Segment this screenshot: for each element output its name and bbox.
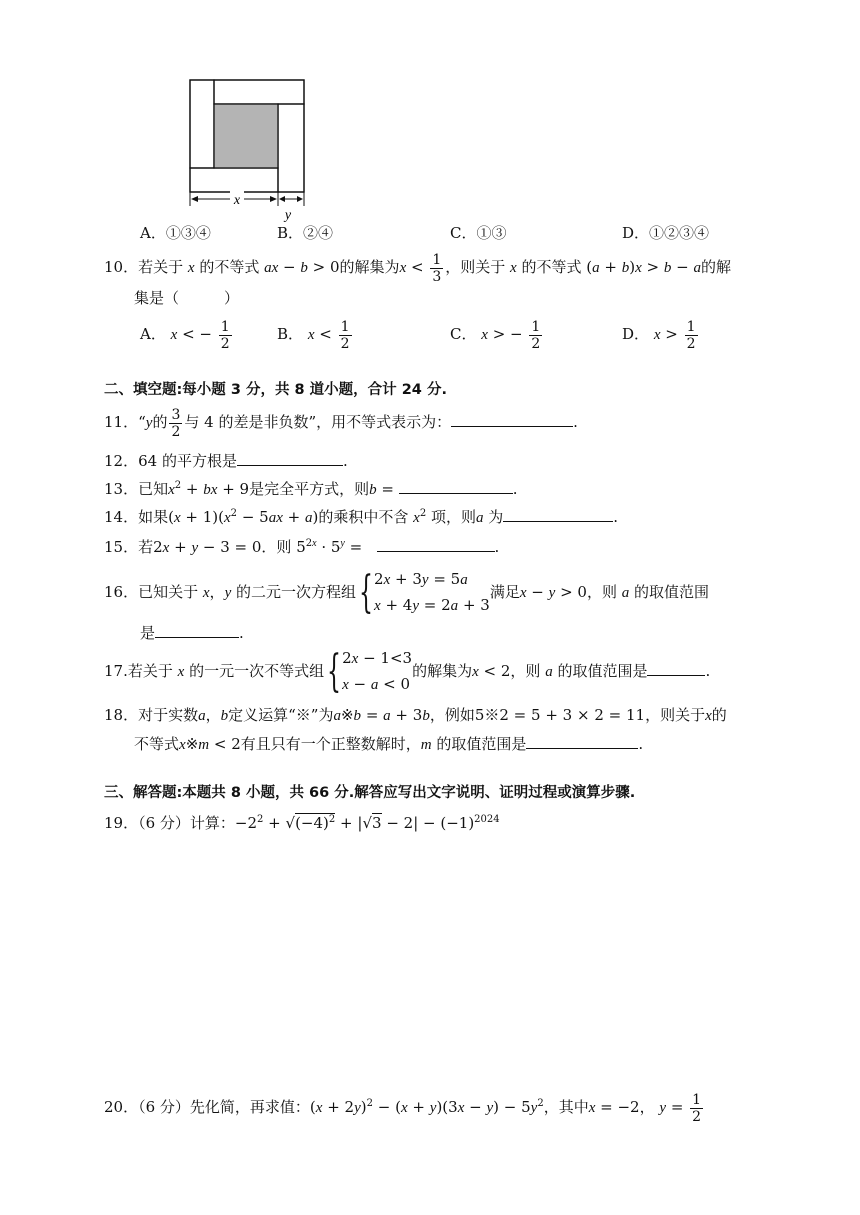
question-11: 11．“y的 $\frac{3}{2}$ 与 4 的差是非负数”，用不等式表示为： . xyxy=(104,406,578,440)
question-10: 10．若关于 x 的不等式 ax − b > 0的解集为x < $\frac{1}{3}$ ，则关于 x 的不等式 (a + b)x > b − a的解 xyxy=(104,251,731,285)
answer-blank[interactable] xyxy=(399,492,513,494)
answer-blank[interactable] xyxy=(526,747,638,749)
question-17: 17.若关于 x 的一元一次不等式组{ 2x − 1<3 x − a < 0 的解集为x < 2，则 a 的取值范围是 . xyxy=(104,646,711,697)
q9-option-a: A．①③④ xyxy=(140,224,211,242)
q9-option-c: C．①③ xyxy=(450,224,507,242)
answer-blank[interactable] xyxy=(503,520,613,522)
question-20: 20．（6 分）先化简，再求值：$(x + 2y)^2 - (x + y)(3x - y) - 5y^2$，其中x = −2， y = $\frac{1}{2}$ xyxy=(104,1091,702,1125)
question-10-line2: 集是（ ） xyxy=(134,289,240,307)
question-14: 14．如果$(x + 1)(x^2 - 5ax + a)$的乘积中不含 $x^2$ 项，则a 为 . xyxy=(104,508,619,526)
square-figure xyxy=(188,78,308,223)
q9-option-b: B．②④ xyxy=(277,224,334,242)
question-18: 18．对于实数a，b定义运算“※”为a※b = a + 3b，例如5※2 = 5 + 3 × 2 = 11，则关于x的 xyxy=(104,706,727,724)
section-2-heading: 二、填空题:每小题 3 分，共 8 道小题，合计 24 分. xyxy=(104,382,447,398)
figure-label-x: x xyxy=(233,193,241,208)
q10-option-a: A． x < − $\frac{1}{2}$ xyxy=(140,318,230,352)
answer-blank[interactable] xyxy=(155,636,239,638)
question-12: 12．64 的平方根是 . xyxy=(104,452,348,470)
question-15: 15．若2x + y − 3 = 0．则 $5^{2x} \cdot 5^y$ = . xyxy=(104,538,500,556)
answer-blank[interactable] xyxy=(377,550,495,552)
answer-blank[interactable] xyxy=(451,425,573,427)
q9-option-d: D．①②③④ xyxy=(622,224,710,242)
question-18-line2: 不等式x※m < 2有且只有一个正整数解时，m 的取值范围是 . xyxy=(134,735,644,753)
question-16: 16．已知关于 x，y 的二元一次方程组{ 2x + 3y = 5a x + 4y = 2a + 3 满足x − y > 0，则 a 的取值范围 xyxy=(104,567,710,618)
answer-blank[interactable] xyxy=(237,464,343,466)
section-3-heading: 三、解答题:本题共 8 小题，共 66 分.解答应写出文字说明、证明过程或演算步骤. xyxy=(104,785,636,801)
question-19: 19．（6 分）计算：$-2^2 + √(-4)^2 + |√3 - 2| - (-1)^{2024}$ xyxy=(104,814,500,832)
q10-option-d: D． x > $\frac{1}{2}$ xyxy=(622,318,696,352)
figure-label-y: y xyxy=(284,208,292,223)
q10-option-c: C． x > − $\frac{1}{2}$ xyxy=(450,318,541,352)
answer-blank[interactable] xyxy=(647,674,705,676)
question-16-line2: 是 . xyxy=(140,624,244,642)
q10-option-b: B． x < $\frac{1}{2}$ xyxy=(277,318,350,352)
question-13: 13．已知$x^2$ + bx + 9是完全平方式，则b = . xyxy=(104,480,518,498)
